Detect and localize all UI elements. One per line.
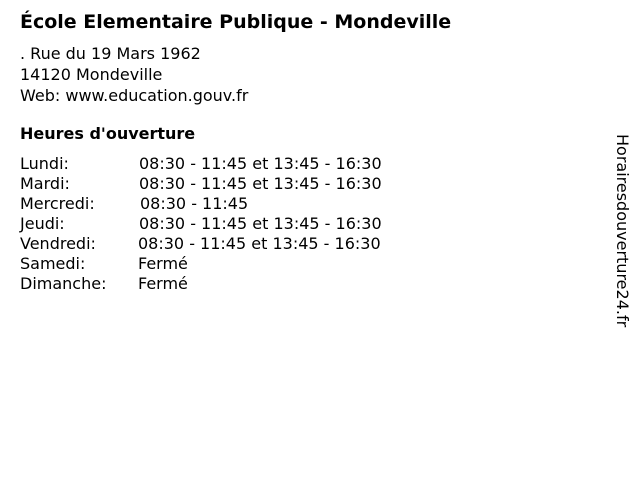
day-label: Lundi: [20,154,69,173]
day-label: Mercredi: [20,194,95,213]
day-label: Jeudi: [20,214,65,233]
day-label: Samedi: [20,254,86,273]
day-hours: Fermé [138,274,188,293]
opening-hours-heading: Heures d'ouverture [20,124,196,143]
day-label: Vendredi: [20,234,96,253]
site-brand-text: Horairesdouverture24.fr [613,134,632,328]
day-hours: 08:30 - 11:45 [140,194,249,213]
day-hours: 08:30 - 11:45 et 13:45 - 16:30 [139,214,382,233]
day-hours: 08:30 - 11:45 et 13:45 - 16:30 [139,154,382,173]
day-hours: Fermé [138,254,188,273]
address-block [20,43,248,106]
address-city: 14120 Mondeville [20,65,163,84]
day-label: Mardi: [20,174,70,193]
day-hours: 08:30 - 11:45 et 13:45 - 16:30 [139,174,382,193]
site-brand-vertical [609,134,635,374]
address-street: . Rue du 19 Mars 1962 [20,44,201,63]
website-text: Web: www.education.gouv.fr [20,86,249,105]
day-label: Dimanche: [20,274,107,293]
day-hours: 08:30 - 11:45 et 13:45 - 16:30 [138,234,381,253]
page-title: École Elementaire Publique - Mondeville [20,11,452,33]
